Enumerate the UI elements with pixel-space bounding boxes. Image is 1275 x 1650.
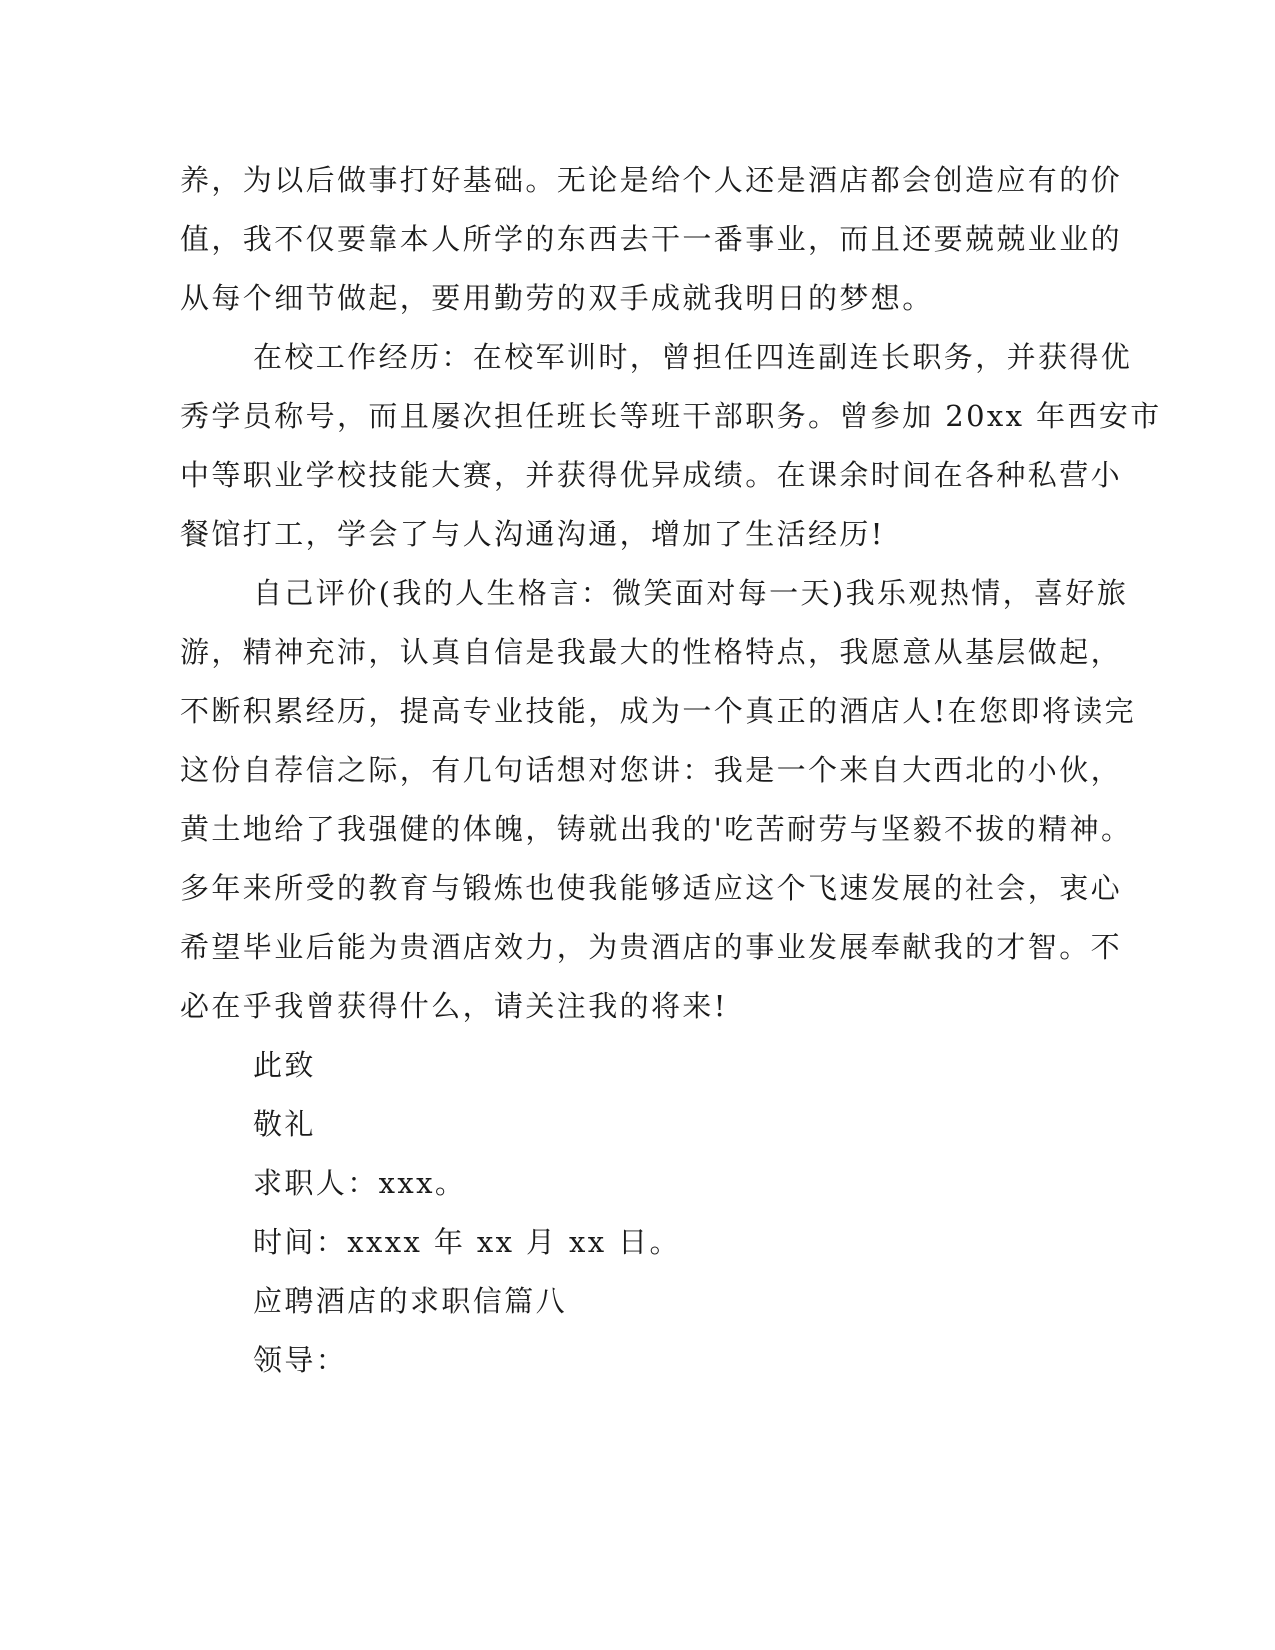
paragraph-line: 中等职业学校技能大赛，并获得优异成绩。在课余时间在各种私营小	[180, 458, 1123, 492]
closing-salutation: 此致	[253, 1048, 316, 1082]
letter-date: 时间：xxxx 年 xx 月 xx 日。	[253, 1225, 681, 1259]
applicant-name: 求职人：xxx。	[253, 1166, 467, 1200]
letter-greeting: 领导：	[253, 1343, 348, 1377]
paragraph-line: 不断积累经历，提高专业技能，成为一个真正的酒店人!在您即将读完	[180, 694, 1137, 728]
paragraph-line: 多年来所受的教育与锻炼也使我能够适应这个飞速发展的社会，衷心	[180, 871, 1123, 905]
paragraph-line: 必在乎我曾获得什么，请关注我的将来!	[180, 989, 728, 1023]
section-title: 应聘酒店的求职信篇八	[253, 1284, 568, 1318]
paragraph-line: 养，为以后做事打好基础。无论是给个人还是酒店都会创造应有的价	[180, 163, 1123, 197]
paragraph-line: 值，我不仅要靠本人所学的东西去干一番事业，而且还要兢兢业业的	[180, 222, 1123, 256]
paragraph-line: 秀学员称号，而且屡次担任班长等班干部职务。曾参加 20xx 年西安市	[180, 399, 1162, 433]
paragraph-line: 从每个细节做起，要用勤劳的双手成就我明日的梦想。	[180, 281, 934, 315]
paragraph-line: 这份自荐信之际，有几句话想对您讲：我是一个来自大西北的小伙，	[180, 753, 1123, 787]
paragraph-line: 黄土地给了我强健的体魄，铸就出我的'吃苦耐劳与坚毅不拔的精神。	[180, 812, 1133, 846]
paragraph-line: 餐馆打工，学会了与人沟通沟通，增加了生活经历!	[180, 517, 885, 551]
closing-regards: 敬礼	[253, 1107, 316, 1141]
paragraph-line: 游，精神充沛，认真自信是我最大的性格特点，我愿意从基层做起，	[180, 635, 1123, 669]
paragraph-line: 在校工作经历：在校军训时，曾担任四连副连长职务，并获得优	[253, 340, 1133, 374]
paragraph-line: 自己评价(我的人生格言：微笑面对每一天)我乐观热情，喜好旅	[253, 576, 1129, 610]
paragraph-line: 希望毕业后能为贵酒店效力，为贵酒店的事业发展奉献我的才智。不	[180, 930, 1123, 964]
